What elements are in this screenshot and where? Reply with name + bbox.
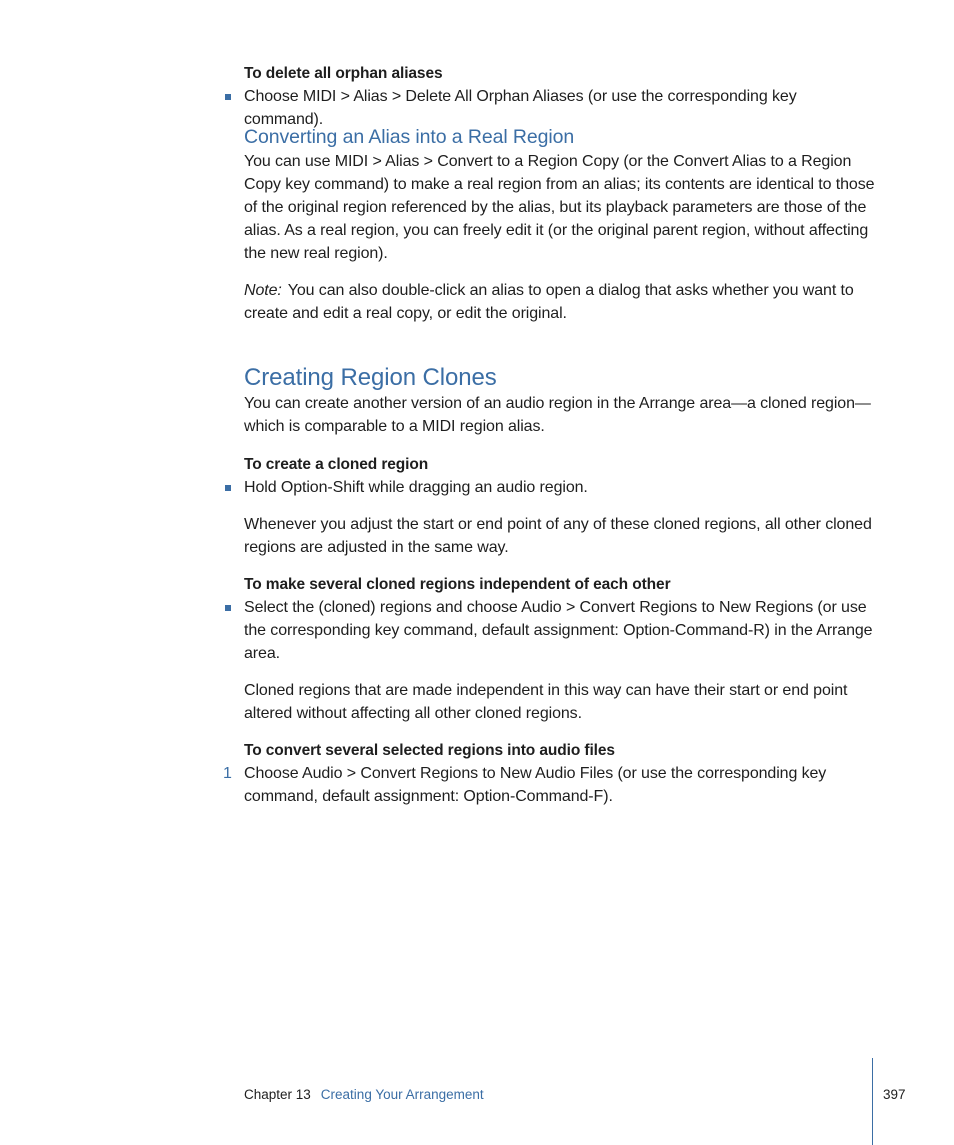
step-text-convert-audio-files: Choose Audio > Convert Regions to New Audio Files (or use the corresponding key command, default assignment: Option-Command-F). — [244, 765, 827, 805]
section-heading-region-clones: Creating Region Clones — [244, 364, 497, 391]
section-heading-convert-alias: Converting an Alias into a Real Region — [244, 126, 575, 148]
footer-divider — [872, 1058, 873, 1145]
paragraph-convert-alias: You can use MIDI > Alias > Convert to a Region Copy (or the Convert Alias to a Region Copy key command) to make a real region from an alias; its contents are identical to those of the original region referenced by the alias, but its playback parameters are those of the alias. As a real region, you can freely edit it (or the original parent region, without affecting the new real region). — [244, 153, 875, 262]
footer-chapter-title: Creating Your Arrangement — [320, 1087, 484, 1102]
procedure-heading-make-independent: To make several cloned regions independent of each other — [244, 576, 671, 593]
procedure-heading-create-clone: To create a cloned region — [244, 456, 429, 473]
bullet-text-make-independent: Select the (cloned) regions and choose Audio > Convert Regions to New Regions (or use the corresponding key command, default assignment: Option-Command-R) in the Arrange area. — [244, 599, 873, 662]
note-paragraph — [244, 279, 876, 325]
bullet-text-create-clone: Hold Option-Shift while dragging an audio region. — [244, 479, 588, 496]
footer-chapter-label: Chapter 13 — [244, 1087, 311, 1102]
bullet-icon — [225, 94, 231, 100]
bullet-icon — [225, 605, 231, 611]
procedure-heading-delete-orphan-aliases: To delete all orphan aliases — [244, 65, 443, 82]
footer-chapter — [244, 1086, 484, 1104]
paragraph-independent-clones: Cloned regions that are made independent in this way can have their start or end point altered without affecting all other cloned regions. — [244, 682, 848, 722]
note-label: Note: — [244, 282, 282, 299]
bullet-icon — [225, 485, 231, 491]
paragraph-adjust-clones: Whenever you adjust the start or end point of any of these cloned regions, all other cloned regions are adjusted in the same way. — [244, 516, 872, 556]
note-text: You can also double-click an alias to open a dialog that asks whether you want to create and edit a real copy, or edit the original. — [244, 282, 854, 322]
step-number: 1 — [223, 765, 232, 782]
bullet-text-delete-orphan-aliases: Choose MIDI > Alias > Delete All Orphan Aliases (or use the corresponding key command). — [244, 88, 797, 128]
page-number: 397 — [883, 1087, 906, 1102]
paragraph-clones-intro: You can create another version of an audio region in the Arrange area—a cloned region—which is comparable to a MIDI region alias. — [244, 395, 871, 435]
procedure-heading-convert-audio-files: To convert several selected regions into audio files — [244, 742, 615, 759]
